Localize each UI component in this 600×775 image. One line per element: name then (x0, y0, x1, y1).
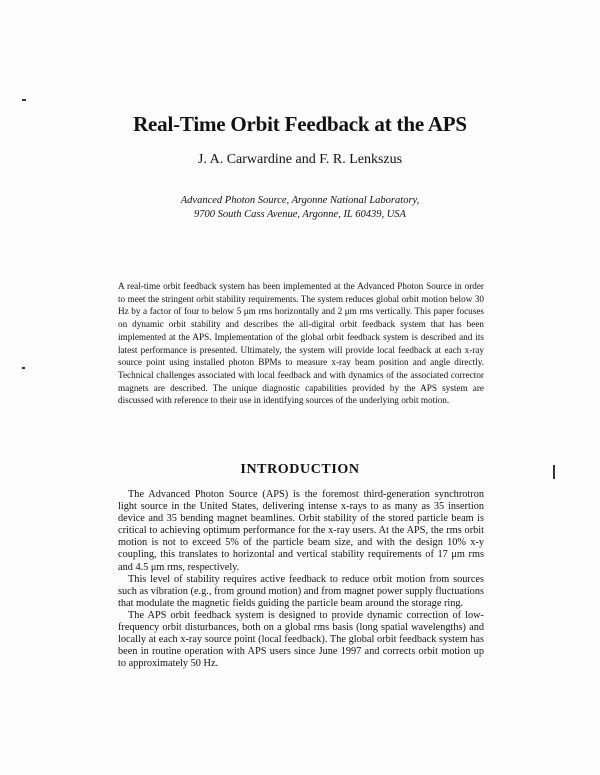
paper-abstract: A real-time orbit feedback system has been implemented at the Advanced Photon Source in order to meet the stringent orbit stability requirements. The system reduces global orbit motion below 30 Hz by a factor of four to below 5 μm rms horizontally and 2 μm rms vertically. This paper focuses on dynamic orbit stability and describes the all-digital orbit feedback system that has been implemented at the APS. Implementation of the global orbit feedback system is described and its latest performance is presented. Ultimately, the system will provide local feedback at each x-ray source point using installed photon BPMs to measure x-ray beam position and angle directly. Technical challenges associated with local feedback and with dynamics of the associated corrector magnets are described. The unique diagnostic capabilities provided by the APS system are discussed with reference to their use in identifying sources of the underlying orbit motion. (118, 281, 484, 406)
paragraph: The APS orbit feedback system is designed to provide dynamic correction of low-frequency orbit disturbances, both on a global rms basis (long spatial wavelengths) and locally at each x-ray source point (local feedback). The global orbit feedback system has been in routine operation with APS users since June 1997 and corrects orbit motion up to approximately 50 Hz. (118, 609, 484, 670)
paragraph: The Advanced Photon Source (APS) is the foremost third-generation synchrotron light source in the United States, delivering intense x-rays to as many as 35 insertion device and 35 bending magnet beamlines. Orbit stability of the stored particle beam is critical to achieving optimum performance for the x-ray users. At the APS, the rms orbit motion is not to exceed 5% of the particle beam size, and with the design 10% x-y coupling, this translates to horizontal and vertical stability requirements of 17 μm rms and 4.5 μm rms, respectively. (118, 489, 484, 573)
paper-authors: J. A. Carwardine and F. R. Lenkszus (197, 152, 403, 167)
paragraph: This level of stability requires active feedback to reduce orbit motion from sources such as vibration (e.g., from ground motion) and from magnet power supply fluctuations that modulate the magnetic fields guiding the particle beam around the storage ring. (118, 573, 484, 609)
section-heading: INTRODUCTION (240, 462, 360, 477)
paper-title: Real-Time Orbit Feedback at the APS (133, 112, 467, 136)
scan-mark (22, 367, 25, 369)
scan-mark (22, 99, 26, 101)
introduction-body (118, 489, 484, 670)
paper-affiliation: Advanced Photon Source, Argonne National Laboratory, 9700 South Cass Avenue, Argonne, IL 60439, USA (180, 195, 420, 220)
